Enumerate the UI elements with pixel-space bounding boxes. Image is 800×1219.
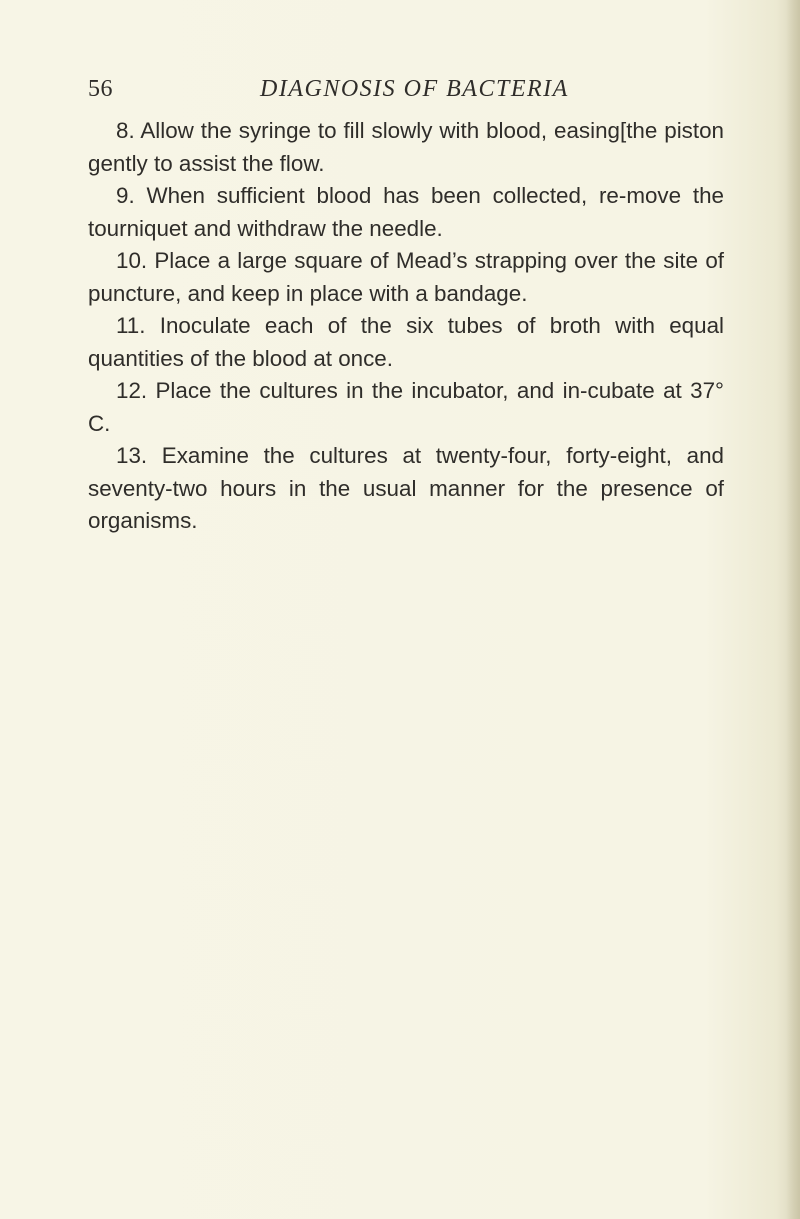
paragraph-step-9: 9. When sufficient blood has been collected, re-move the tourniquet and withdraw the needle. xyxy=(88,183,724,241)
body-text xyxy=(88,115,724,538)
page-header xyxy=(88,76,728,106)
page-number: 56 xyxy=(88,76,113,102)
paragraph-step-10: 10. Place a large square of Mead’s strapping over the site of puncture, and keep in place with a bandage. xyxy=(88,248,724,306)
paragraph-step-12: 12. Place the cultures in the incubator, and in-cubate at 37° C. xyxy=(88,378,724,436)
paragraph-step-11: 11. Inoculate each of the six tubes of broth with equal quantities of the blood at once. xyxy=(88,313,724,371)
paragraph-step-13: 13. Examine the cultures at twenty-four, forty-eight, and seventy-two hours in the usual manner for the presence of organisms. xyxy=(88,443,724,533)
page-edge-shadow xyxy=(786,0,800,1219)
paragraph-step-8: 8. Allow the syringe to fill slowly with blood, easing[the piston gently to assist the flow. xyxy=(88,118,724,176)
running-title: DIAGNOSIS OF BACTERIA xyxy=(260,76,569,102)
